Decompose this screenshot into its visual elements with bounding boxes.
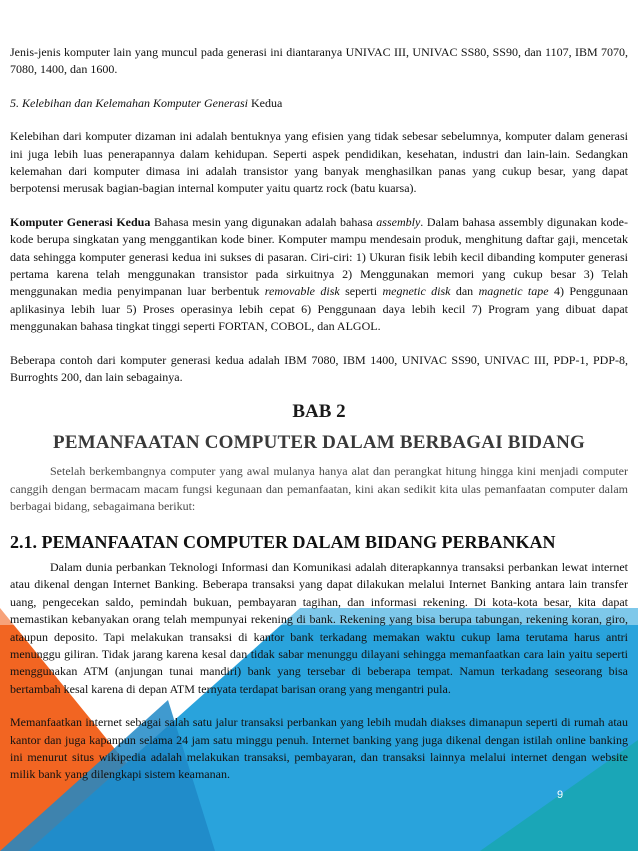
- italic-term: megnetic disk: [382, 284, 451, 299]
- paragraph-internet-banking: Memanfaatkan internet sebagai salah satu jalur transaksi perbankan yang lebih mudah diakses dimanapun seperti di rumah atau kantor dan juga kapanpun selama 24 jam satu minggu penuh. Internet banking yang juga dikenal dengan istilah online banking ini menurut situs wikipedia adalah melakukan transaksi, pembayaran, dan transaksi lainnya melalui internet dengan website milik bank yang dilengkapi sistem keamanan.: [10, 715, 628, 782]
- subheading-advantages-rest: Kedua: [247, 95, 283, 110]
- paragraph-second-generation: [10, 214, 628, 336]
- italic-term: removable disk: [264, 284, 340, 299]
- paragraph-banking: Dalam dunia perbankan Teknologi Informasi dan Komunikasi adalah diterapkannya transaksi perbankan lewat internet atau dikenal dengan Internet Banking. Beberapa transaksi yang dapat dilakukan melalui Internet Banking antara lain transfer uang, pengecekan saldo, pemindah bukuan, pembayaran tagihan, dan informasi rekening. Di kota-kota besar, kita dapat memastikan kebanyakan orang telah mempunyai rekening di bank. Rekening yang bisa berupa tabungan, rekening koran, giro, ataupun deposito. Tapi melakukan transaksi di kantor bank terkadang memakan waktu cukup lama terutama harus antri menunggu giliran. Tidak jarang karena kesal dan tidak sabar menunggu dilayani sehingga memanfaatkan cara lain yaitu seperti menggunakan ATM (anjungan tunai mandiri) bank yang tersebar di beberapa tempat. Namun terkadang seseorang bisa bertambah kesal karena di depan ATM ternyata terdapat barisan orang yang mengantri pula.: [10, 559, 628, 696]
- italic-term: assembly: [376, 214, 421, 229]
- bold-lead: Komputer Generasi Kedua: [10, 214, 151, 229]
- page-number: 9: [557, 789, 564, 801]
- chapter-intro: Setelah berkembangnya computer yang awal mulanya hanya alat dan perangkat hitung hingga kini menjadi computer canggih dengan bermacam macam fungsi kegunaan dan pemanfaatan, kini akan sedikit kita ulas pemanfaatan computer dalam berbagai bidang, sebagaimana berikut:: [10, 464, 628, 514]
- text-segment: dan: [450, 284, 479, 299]
- paragraph-advantages: Kelebihan dari komputer dizaman ini adalah bentuknya yang efisien yang tidak sebesar sebelumnya, komputer dalam generasi ini juga lebih luas penerapannya dalam kehidupan. Seperti aspek pendidikan, kesehatan, industri dan lain-lain. Sedangkan kelemahan dari komputer dimasa ini adalah transistor yang banyak menghasilkan panas yang cukup besar, yang dapat berpotensi merusak bagian-bagian internal komputer yaitu quartz rock (batu kuarsa).: [10, 129, 628, 196]
- document-body: [10, 44, 628, 784]
- text-segment: 4) Penggunaan aplikasinya lebih luar 5) Proses operasinya lebih cepat 6) Penggunaan daya lebih kecil 7) Program yang dibuat dapat menggunakan bahasa tingkat tinggi seperti FORTAN, COBOL, dan ALGOL.: [10, 284, 628, 334]
- text-segment: . Dalam bahasa assembly digunakan kode-kode berupa singkatan yang menggantikan kode biner. Komputer mampu mendesain produk, menghitung daftar gaji, mencetak data sehingga komputer generasi kedua ini sukses di pasaran. Ciri-ciri: 1) Ukuran fisik lebih kecil dibanding komputer generasi pertama karena telah menggunakan transistor pada sirkuitnya 2) Menggunakan memori yang cukup besar 3) Telah menggunakan media penyimpanan luar berbentuk: [10, 214, 629, 299]
- subheading-advantages-italic: 5. Kelebihan dan Kelemahan Komputer Generasi: [10, 95, 248, 110]
- italic-term: magnetic tape: [478, 284, 549, 299]
- text-segment: seperti: [339, 284, 383, 299]
- section-title: 2.1. PEMANFAATAN COMPUTER DALAM BIDANG PERBANKAN: [10, 531, 556, 552]
- paragraph-examples: Beberapa contoh dari komputer generasi kedua adalah IBM 7080, IBM 1400, UNIVAC SS90, UNIVAC III, PDP-1, PDP-8, Burroghts 200, dan lain sebagainya.: [10, 352, 628, 385]
- paragraph-generation-list: Jenis-jenis komputer lain yang muncul pada generasi ini diantaranya UNIVAC III, UNIVAC SS80, SS90, dan 1107, IBM 7070, 7080, 1400, dan 1600.: [10, 45, 628, 77]
- text-segment: Bahasa mesin yang digunakan adalah bahasa: [150, 214, 377, 229]
- subheading-advantages: [10, 95, 628, 112]
- chapter-title: PEMANFAATAN COMPUTER DALAM BERBAGAI BIDANG: [53, 431, 585, 453]
- chapter-label: BAB 2: [292, 400, 346, 422]
